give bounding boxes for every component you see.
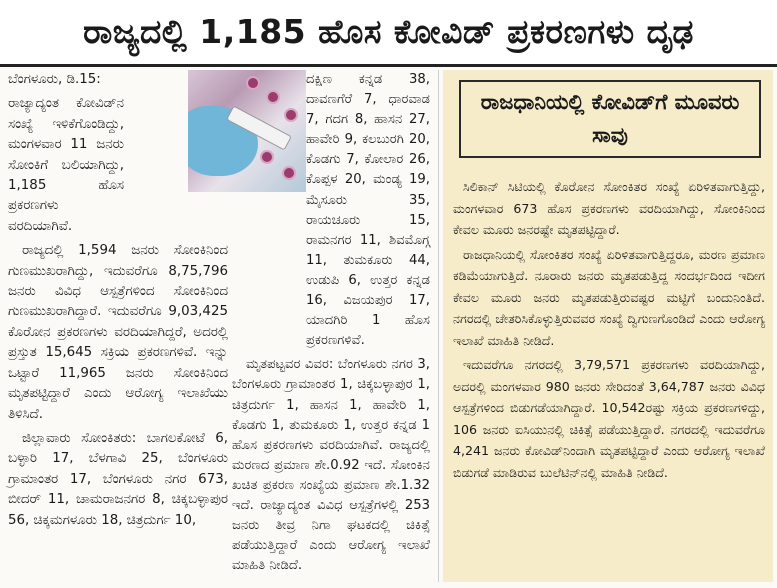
- article-column-2: [232, 70, 430, 580]
- paragraph: ದಕ್ಷಿಣ ಕನ್ನಡ 38, ದಾವಣಗೆರೆ 7, ಧಾರವಾಡ 7, ಗದಗ 8, ಹಾಸನ 27, ಹಾವೇರಿ 9, ಕಲಬುರಗಿ 20, ಕೊಡಗು 7, ಕೋಲಾರ 26, ಕೊಪ್ಪಳ 20, ಮಂಡ್ಯ 19, ಮೈಸೂರು 35, ರಾಯಚೂರು 15, ರಾಮನಗರ 11, ಶಿವಮೊಗ್ಗ 11, ತುಮಕೂರು 44, ಉಡುಪಿ 6, ಉತ್ತರ ಕನ್ನಡ 16, ವಿಜಯಪುರ 17, ಯಾದಗಿರಿ 1 ಹೊಸ ಪ್ರಕರಣಗಳಿವೆ.: [306, 72, 430, 349]
- paragraph: ರಾಜ್ಯಾದ್ಯಂತ ಕೋವಿಡ್‌ನ ಸಂಖ್ಯೆ ಇಳಿಕೆಗೊಂಡಿದ್ದು, ಮಂಗಳವಾರ 11 ಜನರು ಸೋಂಕಿಗೆ ಬಲಿಯಾಗಿದ್ದು, 1,185 ಹೊಸ ಪ್ರಕರಣಗಳು ವರದಿಯಾಗಿವೆ.: [8, 96, 124, 234]
- box-title: ರಾಜಧಾನಿಯಲ್ಲಿ ಕೋವಿಡ್‌ಗೆ ಮೂವರು ಸಾವು: [459, 80, 761, 158]
- paragraph: ರಾಜ್ಯದಲ್ಲಿ 1,594 ಜನರು ಸೋಂಕಿನಿಂದ ಗುಣಮುಖರಾಗಿದ್ದು, ಇದುವರೆಗೂ 8,75,796 ಜನರು ವಿವಿಧ ಆಸ್ಪತ್ರೆಗಳಿಂದ ಸೋಂಕಿನಿಂದ ಗುಣಮುಖರಾಗಿದ್ದಾರೆ. ಇದುವರೆಗೂ 9,03,425 ಕೊರೋನ ಪ್ರಕರಣಗಳು ವರದಿಯಾಗಿದ್ದರೆ, ಅದರಲ್ಲಿ ಪ್ರಸ್ತುತ 15,645 ಸಕ್ರಿಯ ಪ್ರಕರಣಗಳಿವೆ. ಇನ್ನು ಒಟ್ಟಾರೆ 11,965 ಜನರು ಸೋಂಕಿನಿಂದ ಮೃತಪಟ್ಟಿದ್ದಾರೆ ಎಂದು ಆರೋಗ್ಯ ಇಲಾಖೆಯು ತಿಳಿಸಿದೆ.: [8, 243, 228, 422]
- paragraph: ಸಿಲಿಕಾನ್ ಸಿಟಿಯಲ್ಲಿ ಕೊರೋನ ಸೋಂಕಿತರ ಸಂಖ್ಯೆ ಏರಿಳಿತವಾಗುತ್ತಿದ್ದು, ಮಂಗಳವಾರ 673 ಹೊಸ ಪ್ರಕರಣಗಳು ವರದಿಯಾಗಿದ್ದು, ಸೋಂಕಿನಿಂದ ಕೇವಲ ಮೂರು ಜನರಷ್ಟೇ ಮೃತಪಟ್ಟಿದ್ದಾರೆ.: [453, 179, 765, 237]
- box-body: [453, 176, 765, 486]
- paragraph: ಜಿಲ್ಲಾವಾರು ಸೋಂಕಿತರು: ಬಾಗಲಕೋಟೆ 6, ಬಳ್ಳಾರಿ 17, ಬೆಳಗಾವಿ 25, ಬೆಂಗಳೂರು ಗ್ರಾಮಾಂತರ 17, ಬೆಂಗಳೂರು ನಗರ 673, ಬೀದರ್ 11, ಚಾಮರಾಜನಗರ 8, ಚಿಕ್ಕಬಳ್ಳಾಪುರ 56, ಚಿಕ್ಕಮಗಳೂರು 18, ಚಿತ್ರದುರ್ಗ 10,: [8, 430, 228, 528]
- article-column-1: [8, 70, 228, 535]
- headline: ರಾಜ್ಯದಲ್ಲಿ 1,185 ಹೊಸ ಕೋವಿಡ್ ಪ್ರಕರಣಗಳು ದೃಢ: [0, 0, 777, 67]
- paragraph: ಇದುವರೆಗೂ ನಗರದಲ್ಲಿ 3,79,571 ಪ್ರಕರಣಗಳು ವರದಿಯಾಗಿದ್ದು, ಅದರಲ್ಲಿ ಮಂಗಳವಾರ 980 ಜನರು ಸೇರಿದಂತೆ 3,64,787 ಜನರು ವಿವಿಧ ಆಸ್ಪತ್ರೆಗಳಿಂದ ಬಿಡುಗಡೆಯಾಗಿದ್ದಾರೆ. 10,542ರಷ್ಟು ಸಕ್ರಿಯ ಪ್ರಕರಣಗಳಿದ್ದು, 106 ಜನರು ಐಸಿಯುನಲ್ಲಿ ಚಿಕಿತ್ಸೆ ಪಡೆಯುತ್ತಿದ್ದಾರೆ. ನಗರದಲ್ಲಿ ಇದುವರೆಗೂ 4,241 ಜನರು ಕೋವಿಡ್‌ನಿಂದಾಗಿ ಮೃತಪಟ್ಟಿದ್ದಾರೆ ಎಂದು ಆರೋಗ್ಯ ಇಲಾಖೆ ಬಿಡುಗಡೆ ಮಾಡಿರುವ ಬುಲೆಟಿನ್‌ನಲ್ಲಿ ಮಾಹಿತಿ ನೀಡಿದೆ.: [453, 357, 765, 480]
- sidebar-box: [443, 70, 773, 582]
- dateline: ಬೆಂಗಳೂರು, ಡಿ.15:: [8, 72, 101, 87]
- paragraph: ರಾಜಧಾನಿಯಲ್ಲಿ ಸೋಂಕಿತರ ಸಂಖ್ಯೆ ಏರಿಳಿತವಾಗುತ್ತಿದ್ದರೂ, ಮರಣ ಪ್ರಮಾಣ ಕಡಿಮೆಯಾಗುತ್ತಿದೆ. ನೂರಾರು ಜನರು ಮೃತಪಡುತ್ತಿದ್ದ ಸಂದರ್ಭದಿಂದ ಇದೀಗ ಕೇವಲ ಮೂರು ಜನರು ಮೃತಪಡುತ್ತಿರುವಷ್ಟರ ಮಟ್ಟಿಗೆ ಬಂದುನಿಂತಿದೆ. ನಗರದಲ್ಲಿ ಚೇತರಿಸಿಕೊಳ್ಳುತ್ತಿರುವವರ ಸಂಖ್ಯೆ ದ್ವಿಗುಣಗೊಂಡಿದೆ ಎಂದು ಆರೋಗ್ಯ ಇಲಾಖೆ ಮಾಹಿತಿ ನೀಡಿದೆ.: [453, 246, 765, 348]
- column-divider: [438, 70, 439, 582]
- paragraph: ಮೃತಪಟ್ಟವರ ವಿವರ: ಬೆಂಗಳೂರು ನಗರ 3, ಬೆಂಗಳೂರು ಗ್ರಾಮಾಂತರ 1, ಚಿಕ್ಕಬಳ್ಳಾಪುರ 1, ಚಿತ್ರದುರ್ಗ 1, ಹಾಸನ 1, ಹಾವೇರಿ 1, ಕೊಡಗು 1, ತುಮಕೂರು 1, ಉತ್ತರ ಕನ್ನಡ 1 ಹೊಸ ಪ್ರಕರಣಗಳು ವರದಿಯಾಗಿವೆ. ರಾಜ್ಯದಲ್ಲಿ ಮರಣದ ಪ್ರಮಾಣ ಶೇ.0.92 ಇದೆ. ಸೋಂಕಿನ ಖಚಿತ ಪ್ರಕರಣ ಸಂಖ್ಯೆಯ ಪ್ರಮಾಣ ಶೇ.1.32 ಇದೆ. ರಾಜ್ಯಾದ್ಯಂತ ವಿವಿಧ ಆಸ್ಪತ್ರೆಗಳಲ್ಲಿ 253 ಜನರು ತೀವ್ರ ನಿಗಾ ಘಟಕದಲ್ಲಿ ಚಿಕಿತ್ಸೆ ಪಡೆಯುತ್ತಿದ್ದಾರೆ ಎಂದು ಆರೋಗ್ಯ ಇಲಾಖೆ ಮಾಹಿತಿ ನೀಡಿದೆ.: [232, 357, 430, 574]
